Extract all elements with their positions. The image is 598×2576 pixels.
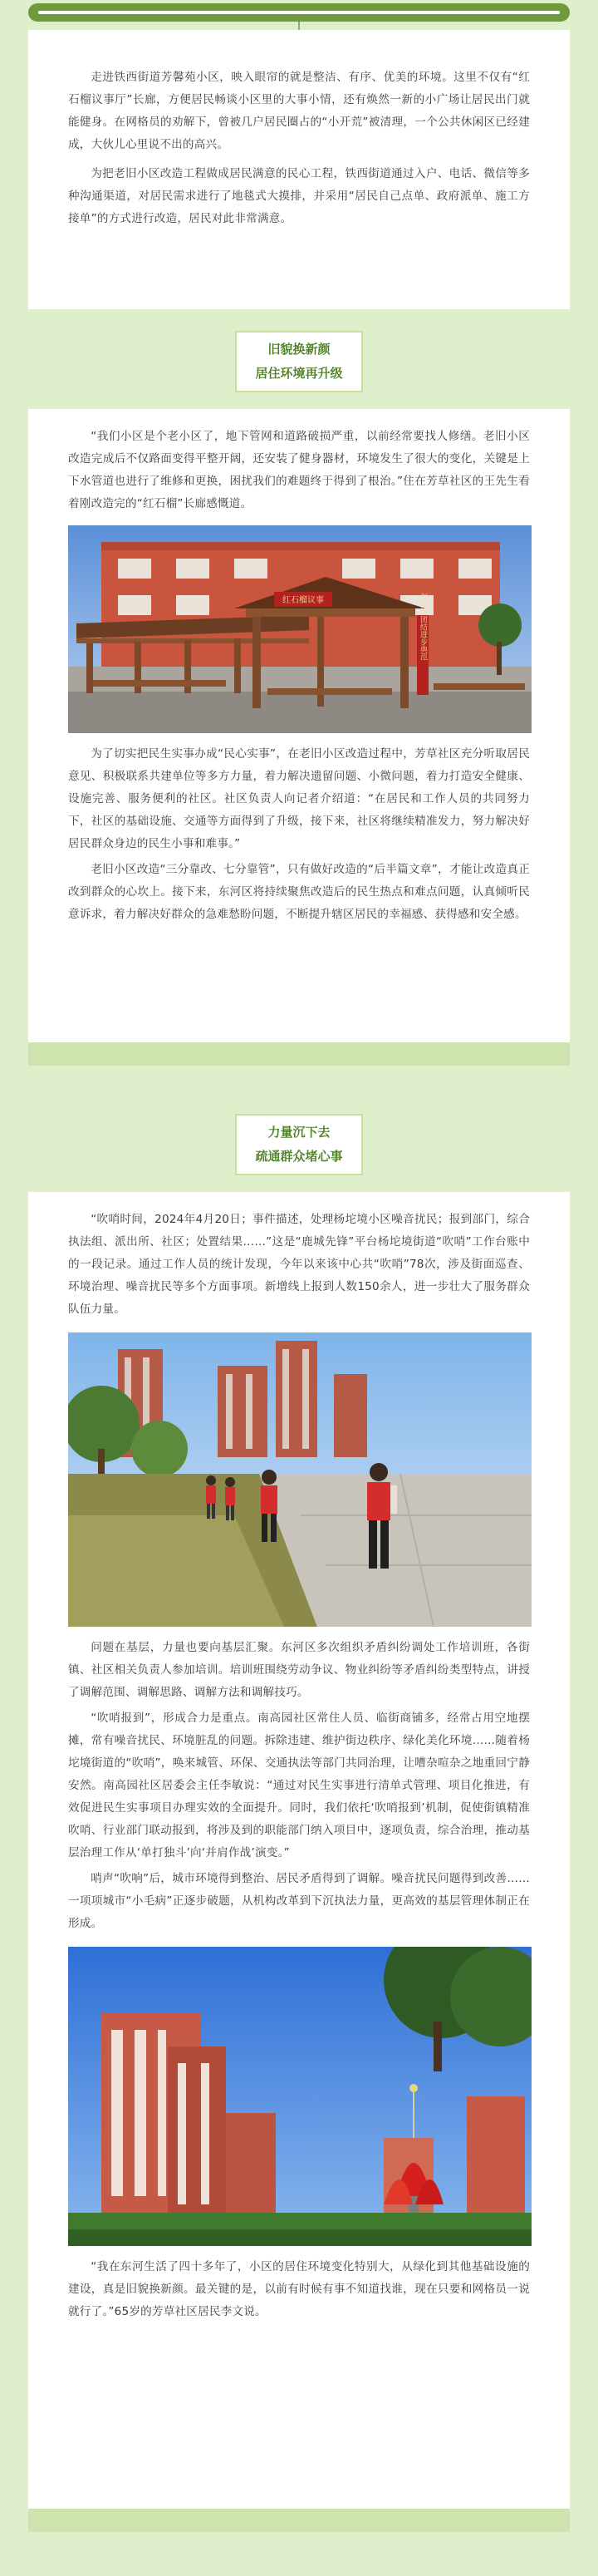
- section-title-old-new: [235, 331, 363, 392]
- whistle-paragraph-4: 哨声“吹响”后，城市环境得到整治、居民矛盾得到了调解。噪音扰民问题得到改善……一项项城市“小毛病”正逐步破题，从机构改革到下沉执法力量，更高效的基层管理体制正在形成。: [68, 1872, 530, 1930]
- section-title-line-1: 力量沉下去: [267, 1125, 331, 1140]
- section-title-line-1: 旧貌换新颜: [267, 342, 331, 357]
- top-scroll-decoration: [28, 3, 570, 22]
- patrol-photo-illustration: [68, 1332, 532, 1627]
- renovation-paragraph-2: 为了切实把民生实事办成“民心实事”，在老旧小区改造过程中，芳草社区充分听取居民意见、积极联系共建单位等多方力量，着力解决遗留问题、小微问题，着力打造安全健康、设施完善、服务便利的社区。社区负责人向记者介绍道：“在居民和工作人员的共同努力下，社区的基础设施、交通等方面得到了升级，接下来，社区将继续精准发力，努力解决好居民群众身边的民生小事和难事。”: [68, 747, 530, 850]
- section-title-line-2: 疏通群众堵心事: [255, 1149, 343, 1164]
- intro-paragraph-1: 走进铁西街道芳馨苑小区，映入眼帘的就是整洁、有序、优美的环境。这里不仅有“红石榴议事厅”长廊，方便居民畅谈小区里的大事小情，还有焕然一新的小广场让居民出门就能健身。在网格员的劝解下，曾被几户居民圈占的“小开荒”被清理，一个公共休闲区已经建成，大伙儿心里说不出的高兴。: [68, 71, 530, 151]
- whistle-card-bottom-strip: [28, 2509, 570, 2532]
- corridor-photo-illustration: [68, 525, 532, 733]
- section-title-line-2: 居住环境再升级: [255, 366, 343, 381]
- corridor-photo: [68, 525, 532, 733]
- intro-card: [28, 30, 570, 309]
- renovation-paragraph-1: “我们小区是个老小区了，地下管网和道路破损严重，以前经常要找人修缮。老旧小区改造完成后不仅路面变得平整开阔，还安装了健身器材，环境发生了很大的变化，关键是上下水管道也进行了维修和更换，困扰我们的难题终于得到了根治。”住在芳草社区的王先生看着刚改造完的“红石榴”长廊感慨道。: [68, 430, 530, 510]
- renovation-paragraph-3: 老旧小区改造“三分靠改、七分靠管”，只有做好改造的“后半篇文章”，才能让改造真正改到群众的心坎上。接下来，东河区将持续聚焦改造后的民生热点和难点问题，认真倾听民意诉求，着力解决好群众的急难愁盼问题，不断提升辖区居民的幸福感、获得感和安全感。: [68, 863, 530, 921]
- whistle-paragraph-3: “吹哨报到”，形成合力是重点。南高园社区常住人员、临街商铺多，经常占用空地摆摊，常有噪音扰民、环境脏乱的问题。拆除违建、维护街边秩序、绿化美化环境……随着杨坨境街道的“吹哨”，唤来城管、环保、交通执法等部门共同治理，让嘈杂喧杂之地重回宁静安然。南高园社区居委会主任李敏说：“通过对民生实事进行清单式管理、项目化推进，有效促进民生实事项目办理实效的全面提升。同时，我们依托‘吹哨报到’机制，促使街镇精准吹哨、行业部门联动报到，将涉及到的职能部门纳入项目中，逐项负责，综合治理，推动基层治理工作从‘单打独斗’向‘并肩作战’演变。”: [68, 1712, 530, 1859]
- city-photo-illustration: [68, 1947, 532, 2246]
- patrol-photo: [68, 1332, 532, 1627]
- city-photo: [68, 1947, 532, 2246]
- renovation-card: [28, 409, 570, 1042]
- intro-paragraph-2: 为把老旧小区改造工程做成居民满意的民心工程，铁西街道通过入户、电话、微信等多种沟通渠道，对居民需求进行了地毯式大摸排，并采用“居民自己点单、政府派单、施工方接单”的方式进行改造，居民对此非常满意。: [68, 167, 530, 225]
- top-decoration-stem: [298, 22, 300, 30]
- whistle-paragraph-1: “吹哨时间，2024年4月20日；事件描述，处理杨坨境小区噪音扰民；报到部门，综合执法组、派出所、社区；处置结果……”这是“鹿城先锋”平台杨坨境街道“吹哨”工作台账中的一段记录。通过工作人员的统计发现，今年以来该中心共“吹哨”78次，涉及街面巡查、环境治理、噪音扰民等多个方面事项。新增线上报到人数150余人，进一步壮大了服务群众队伍力量。: [68, 1213, 530, 1316]
- whistle-card: [28, 1192, 570, 2509]
- whistle-paragraph-5: “我在东河生活了四十多年了，小区的居住环境变化特别大，从绿化到其他基础设施的建设，真是旧貌换新颜。最关键的是，以前有时候有事不知道找谁，现在只要和网格员一说就行了。”65岁的芳草社区居民李文说。: [68, 2260, 530, 2318]
- section-title-grassroots: [235, 1114, 363, 1175]
- corridor-sign-left: 红石榴议事: [282, 596, 324, 605]
- renovation-card-bottom-strip: [28, 1042, 570, 1066]
- corridor-sign-right: 创民族团结进步典范: [419, 593, 427, 661]
- whistle-paragraph-2: 问题在基层，力量也要向基层汇聚。东河区多次组织矛盾纠纷调处工作培训班，各街镇、社区相关负责人参加培训。培训班围绕劳动争议、物业纠纷等矛盾纠纷类型特点，讲授了调解范围、调解思路、调解方法和调解技巧。: [68, 1641, 530, 1699]
